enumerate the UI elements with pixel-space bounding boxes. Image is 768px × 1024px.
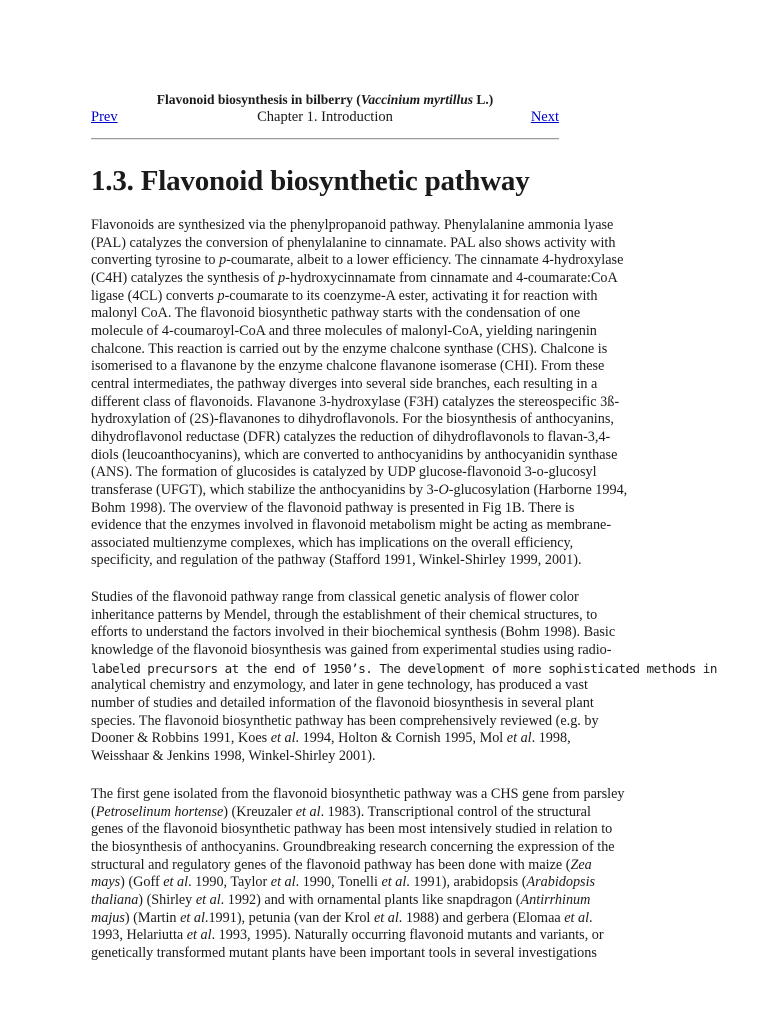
text-run: knowledge of the flavonoid biosynthesis was gained from experimental studies using radio- xyxy=(91,641,612,658)
text-run: . 1990, Tonelli xyxy=(295,874,382,891)
text-line xyxy=(91,910,681,928)
chapter-label: Chapter 1. Introduction xyxy=(257,109,393,125)
italic-text: Petroselinum hortense xyxy=(95,803,224,820)
text-line xyxy=(91,235,681,253)
text-run: different class of flavonoids. Flavanone 3-hydroxylase (F3H) catalyzes the stereospecific 3ß- xyxy=(91,393,620,410)
text-line xyxy=(91,642,681,660)
text-run: (ANS). The formation of glucosides is catalyzed by UDP glucose-flavonoid 3-o-glucosyl xyxy=(91,464,597,481)
text-line xyxy=(91,786,681,804)
text-line xyxy=(91,288,681,306)
text-line xyxy=(91,500,681,518)
text-line xyxy=(91,821,681,839)
text-run: isomerised to a flavanone by the enzyme chalcone flavanone isomerase (CHI). From these xyxy=(91,358,605,375)
text-run: -glucosylation (Harborne 1994, xyxy=(448,481,628,498)
italic-text: et al xyxy=(564,909,590,926)
text-line xyxy=(91,804,681,822)
book-title-suffix: L.) xyxy=(472,92,494,107)
text-run: -coumarate, albeit to a lower efficiency. The cinnamate 4-hydroxylase xyxy=(226,252,624,269)
text-line xyxy=(91,589,681,607)
text-run: -hydroxycinnamate from cinnamate and 4-coumarate:CoA xyxy=(285,269,618,286)
italic-text: et al xyxy=(373,909,399,926)
text-run: (PAL) catalyzes the conversion of phenylalanine to cinnamate. PAL also shows activity with xyxy=(91,234,616,251)
text-line xyxy=(91,517,681,535)
text-line xyxy=(91,358,681,376)
text-run: structural and regulatory genes of the flavonoid pathway has been done with maize ( xyxy=(91,856,571,873)
text-line xyxy=(91,552,681,570)
text-run: Flavonoids are synthesized via the phenylpropanoid pathway. Phenylalanine ammonia lyase xyxy=(91,217,614,233)
text-line xyxy=(91,252,681,270)
text-line xyxy=(91,305,681,323)
text-run: . 1988) and gerbera (Elomaa xyxy=(398,909,565,926)
text-run: 1993, Helariutta xyxy=(91,927,187,944)
text-run: evidence that the enzymes involved in flavonoid metabolism might be acting as membrane- xyxy=(91,517,612,534)
text-run: The first gene isolated from the flavonoid biosynthetic pathway was a CHS gene from parsley xyxy=(91,786,625,802)
text-run: specificity, and regulation of the pathway (Stafford 1991, Winkel-Shirley 1999, 2001). xyxy=(91,552,582,569)
text-line xyxy=(91,748,681,766)
italic-text: p xyxy=(217,287,225,304)
text-run: hydroxylation of (2S)-flavanones to dihydroflavonols. For the biosynthesis of anthocyanins, xyxy=(91,411,614,428)
text-run: ligase (4CL) converts xyxy=(91,287,218,304)
paragraph xyxy=(91,786,681,963)
navigation-bar xyxy=(91,109,559,129)
text-run: . xyxy=(589,909,593,926)
italic-text: thaliana xyxy=(91,891,139,908)
text-line xyxy=(91,607,681,625)
next-link[interactable]: Next xyxy=(530,109,559,125)
text-line xyxy=(91,323,681,341)
text-line xyxy=(91,892,681,910)
text-run: ) (Martin xyxy=(124,909,181,926)
italic-text: et al xyxy=(186,927,212,944)
text-run: associated multienzyme complexes, which has implications on the overall efficiency, xyxy=(91,534,574,551)
italic-text: p xyxy=(278,269,286,286)
italic-text: et al xyxy=(381,874,407,891)
text-line xyxy=(91,376,681,394)
text-run: central intermediates, the pathway diverges into several side branches, each resulting in a xyxy=(91,375,598,392)
text-line xyxy=(91,447,681,465)
italic-text: et al xyxy=(270,730,296,747)
book-title xyxy=(91,92,559,108)
text-run: malonyl CoA. The flavonoid biosynthetic pathway starts with the condensation of one xyxy=(91,305,581,322)
italic-text: et al xyxy=(270,874,296,891)
text-line xyxy=(91,839,681,857)
text-run: Weisshaar & Jenkins 1998, Winkel-Shirley 2001). xyxy=(91,747,376,764)
italic-text: et al xyxy=(295,803,321,820)
italic-text: O xyxy=(438,481,449,498)
text-run: Dooner & Robbins 1991, Koes xyxy=(91,730,271,747)
text-run: genes of the flavonoid biosynthetic pathway has been most intensively studied in relation to xyxy=(91,821,613,838)
prev-link[interactable]: Prev xyxy=(91,109,118,125)
text-run: the biosynthesis of anthocyanins. Groundbreaking research concerning the expression of the xyxy=(91,838,615,855)
header-divider xyxy=(91,138,559,140)
italic-text: et al xyxy=(195,891,221,908)
text-run: (C4H) catalyzes the synthesis of xyxy=(91,269,279,286)
text-run: analytical chemistry and enzymology, and later in gene technology, has produced a vast xyxy=(91,677,588,694)
text-line xyxy=(91,624,681,642)
text-run: . 1992) and with ornamental plants like snapdragon ( xyxy=(220,891,521,908)
text-run: . 1993, 1995). Naturally occurring flavonoid mutants and variants, or xyxy=(211,927,604,944)
text-run: ) (Shirley xyxy=(138,891,196,908)
text-run: efforts to understand the factors involved in their biochemical synthesis (Bohm 1998). Basic xyxy=(91,624,616,641)
text-run: number of studies and detailed information of the flavonoid biosynthesis in several plant xyxy=(91,694,594,711)
text-run: ) (Goff xyxy=(120,874,164,891)
italic-text: p xyxy=(219,252,227,269)
text-line xyxy=(91,535,681,553)
italic-text: et al xyxy=(180,909,205,926)
text-line xyxy=(91,927,681,945)
text-run: converting tyrosine to xyxy=(91,252,220,269)
text-line xyxy=(91,677,681,695)
text-run: . 1983). Transcriptional control of the structural xyxy=(320,803,591,820)
text-line xyxy=(91,464,681,482)
text-run: diols (leucoanthocyanins), which are converted to anthocyanidins by anthocyanidin synthase xyxy=(91,446,618,463)
text-line xyxy=(91,695,681,713)
text-line xyxy=(91,857,681,875)
text-run: genetically transformed mutant plants have been important tools in several investigations xyxy=(91,944,597,961)
text-run: molecule of 4-coumaroyl-CoA and three molecules of malonyl-CoA, yielding naringenin xyxy=(91,322,597,339)
text-line xyxy=(91,270,681,288)
text-line xyxy=(91,411,681,429)
italic-text: et al xyxy=(506,730,532,747)
text-run: species. The flavonoid biosynthetic pathway has been comprehensively reviewed (e.g. by xyxy=(91,712,599,729)
text-run: . 1990, Taylor xyxy=(188,874,271,891)
section-heading: 1.3. Flavonoid biosynthetic pathway xyxy=(91,165,530,197)
text-run: Bohm 1998). The overview of the flavonoid pathway is presented in Fig 1B. There is xyxy=(91,499,575,516)
text-run: inheritance patterns by Mendel, through the establishment of their chemical structures, to xyxy=(91,606,598,623)
book-title-prefix: Flavonoid biosynthesis in bilberry ( xyxy=(156,92,361,107)
text-run: chalcone. This reaction is carried out by the enzyme chalcone synthase (CHS). Chalcone is xyxy=(91,340,608,357)
text-line xyxy=(91,945,681,963)
text-line xyxy=(91,429,681,447)
text-line xyxy=(91,730,681,748)
italic-text: Arabidopsis xyxy=(526,874,596,891)
text-run: . 1994, Holton & Cornish 1995, Mol xyxy=(295,730,507,747)
text-run: dihydroflavonol reductase (DFR) catalyzes the reduction of dihydroflavonols to flavan-3,4- xyxy=(91,428,611,445)
text-run: . 1991), arabidopsis ( xyxy=(406,874,527,891)
italic-text: mays xyxy=(91,874,121,891)
text-run: . 1998, xyxy=(531,730,571,747)
italic-text: majus xyxy=(91,909,125,926)
text-run: .1991), petunia (van der Krol xyxy=(204,909,374,926)
text-line xyxy=(91,394,681,412)
text-run: ( xyxy=(91,803,96,820)
text-run: -coumarate to its coenzyme-A ester, activating it for reaction with xyxy=(224,287,598,304)
text-run: transferase (UFGT), which stabilize the anthocyanidins by 3- xyxy=(91,481,439,498)
text-line xyxy=(91,874,681,892)
italic-text: Antirrhinum xyxy=(520,891,591,908)
text-run: Studies of the flavonoid pathway range from classical genetic analysis of flower color xyxy=(91,589,579,605)
text-line xyxy=(91,217,681,235)
text-line xyxy=(91,713,681,731)
text-line xyxy=(91,482,681,500)
paragraph xyxy=(91,217,681,570)
italic-text: Zea xyxy=(570,856,592,873)
text-run: labeled precursors at the end of 1950’s. The development of more sophisticated methods in xyxy=(91,660,717,676)
paragraph xyxy=(91,589,717,766)
text-run: ) (Kreuzaler xyxy=(223,803,296,820)
italic-text: et al xyxy=(163,874,189,891)
text-line xyxy=(91,341,681,359)
book-title-species: Vaccinium myrtillus xyxy=(360,92,473,107)
text-line xyxy=(91,660,717,678)
